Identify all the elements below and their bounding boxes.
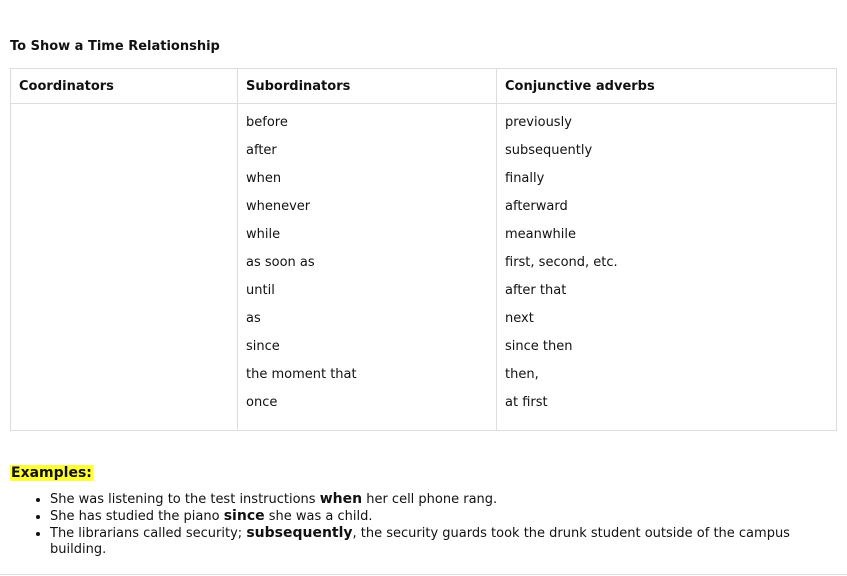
conjunctive-adverb-item: at first [505, 395, 548, 410]
subordinator-item: as soon as [246, 255, 315, 270]
example-text-after: her cell phone rang. [362, 492, 498, 507]
conjunctive-adverbs-cell [497, 104, 837, 431]
examples-label [10, 465, 93, 482]
example-connector-word: since [223, 508, 265, 524]
example-item [50, 525, 840, 558]
subordinator-item: until [246, 283, 275, 298]
subordinator-item: while [246, 227, 281, 242]
table-body-row [11, 104, 837, 431]
conjunctive-adverb-item: first, second, etc. [505, 255, 618, 270]
examples-list [10, 491, 840, 558]
example-item [50, 491, 840, 508]
example-text-before: She has studied the piano [50, 509, 224, 524]
example-connector-word: subsequently [246, 525, 353, 541]
header-coordinators: Coordinators [11, 69, 238, 104]
conjunctive-adverb-item: afterward [505, 199, 568, 214]
subordinator-item: when [246, 171, 282, 186]
conjunctive-adverb-item: finally [505, 171, 545, 186]
subordinator-item: once [246, 395, 278, 410]
section-title: To Show a Time Relationship [10, 39, 220, 54]
header-subordinators: Subordinators [238, 69, 497, 104]
example-text-before: She was listening to the test instructions [50, 492, 320, 507]
example-text-after: she was a child. [264, 509, 373, 524]
examples-label-highlight: Examples: [11, 465, 92, 481]
subordinators-cell [238, 104, 497, 431]
conjunctive-adverb-item: since then [505, 339, 573, 354]
conjunctive-adverbs-list [505, 113, 828, 421]
conjunctive-adverb-item: subsequently [505, 143, 593, 158]
table-header-row [11, 69, 837, 104]
example-item [50, 508, 840, 525]
conjunctive-adverb-item: after that [505, 283, 567, 298]
conjunctive-adverb-item: next [505, 311, 534, 326]
conjunctive-adverb-item: previously [505, 115, 572, 130]
subordinator-item: since [246, 339, 280, 354]
subordinator-item: as [246, 311, 261, 326]
header-conjunctive-adverbs: Conjunctive adverbs [497, 69, 837, 104]
time-relationship-table [10, 68, 837, 431]
subordinators-list [246, 113, 488, 421]
conjunctive-adverb-item: meanwhile [505, 227, 576, 242]
example-connector-word: when [319, 491, 363, 507]
subordinator-item: the moment that [246, 367, 357, 382]
coordinators-cell [11, 104, 238, 431]
example-text-after: , the security guards took the drunk student outside of the campus building. [50, 526, 790, 557]
subordinator-item: before [246, 115, 288, 130]
conjunctive-adverb-item: then, [505, 367, 539, 382]
subordinator-item: after [246, 143, 277, 158]
bottom-divider [0, 574, 847, 575]
example-text-before: The librarians called security; [50, 526, 247, 541]
subordinator-item: whenever [246, 199, 311, 214]
